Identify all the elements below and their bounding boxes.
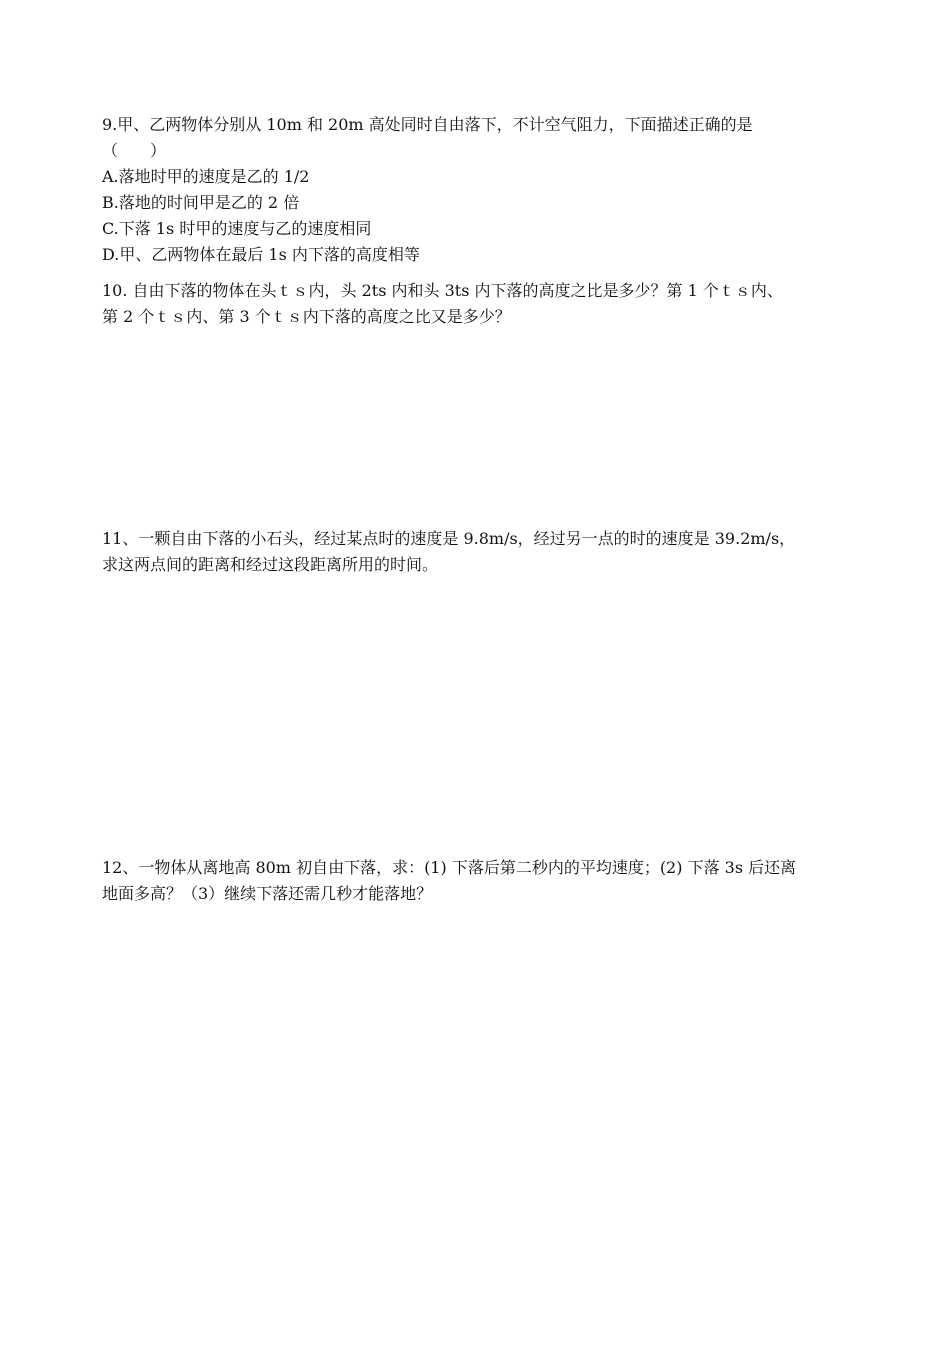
question-11-line-1: 11、一颗自由下落的小石头，经过某点时的速度是 9.8m/s，经过另一点的时的速度是 39.2m/s， [102, 529, 796, 548]
question-9-option-b: B.落地的时间甲是乙的 2 倍 [102, 193, 300, 212]
question-10-line-1: 10. 自由下落的物体在头ｔｓ内，头 2ts 内和头 3ts 内下落的高度之比是多少？第 1 个ｔｓ内、 [102, 281, 783, 300]
question-12-line-2: 地面多高？（3）继续下落还需几秒才能落地？ [102, 884, 433, 903]
question-9 [102, 112, 862, 268]
question-12-line-1: 12、一物体从离地高 80m 初自由下落，求：(1) 下落后第二秒内的平均速度；(2) 下落 3s 后还离 [102, 858, 797, 877]
question-10 [102, 278, 862, 330]
question-11-line-2: 求这两点间的距离和经过这段距离所用的时间。 [102, 555, 439, 574]
question-9-stem: 9.甲、乙两物体分别从 10m 和 20m 高处同时自由落下，不计空气阻力，下面描述正确的是 [102, 115, 753, 134]
question-9-option-a: A.落地时甲的速度是乙的 1/2 [102, 167, 310, 186]
question-11 [102, 526, 862, 578]
question-9-option-c: C.下落 1s 时甲的速度与乙的速度相同 [102, 219, 372, 238]
question-10-line-2: 第 2 个ｔｓ内、第 3 个ｔｓ内下落的高度之比又是多少？ [102, 307, 511, 326]
question-9-option-d: D.甲、乙两物体在最后 1s 内下落的高度相等 [102, 245, 420, 264]
question-12 [102, 855, 862, 907]
question-9-answer-bracket: （ ） [102, 141, 167, 160]
